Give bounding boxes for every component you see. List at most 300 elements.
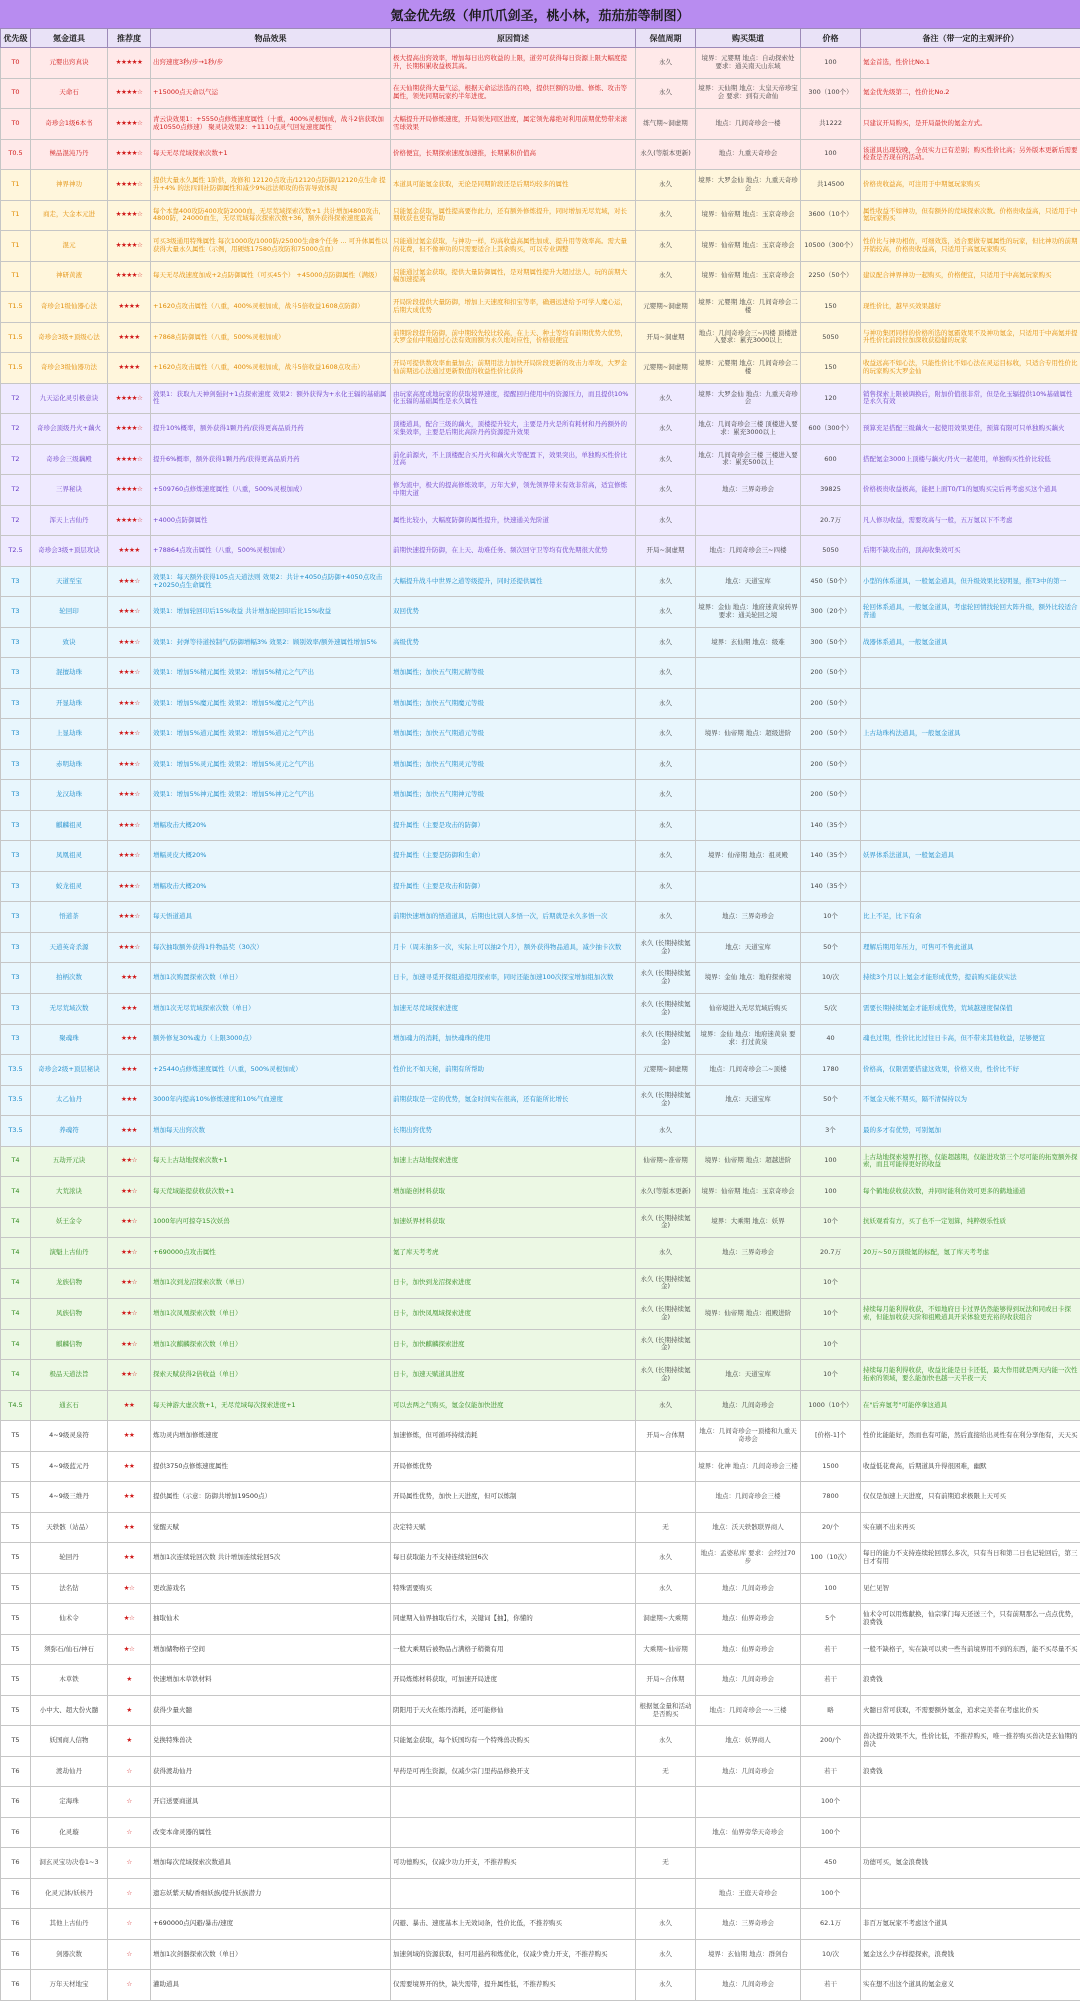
row-reason: 双回优势 [391,597,636,628]
table-row [1,780,1080,811]
row-rating: ★★☆ [108,1146,151,1177]
table-row [1,1177,1080,1208]
row-rating: ★★★☆ [108,566,151,597]
row-reason: 仅需要境界开的快，缺失需带，提升属性低，不推荐购买 [391,1970,636,2001]
row-note: 每个鹤地获收获次数，并同时能利仿效可更多的鹤地通道 [861,1177,1080,1208]
row-item-name: 神界神功 [31,170,108,201]
row-effect: +509760点修炼速度属性（八重，500%灵根加成） [151,475,391,506]
row-tier: T3 [1,780,31,811]
row-tier: T2.5 [1,536,31,567]
row-price: 100 [801,48,861,79]
table-body [1,48,1080,2001]
row-reason: 开局属性优势，加快上天进度，但可以炼制 [391,1482,636,1513]
row-tier: T6 [1,1909,31,1940]
row-period: 永久 [636,1726,696,1757]
row-rating: ★★★★ [108,292,151,323]
row-effect: 增加1次麒麟探索次数（单日） [151,1329,391,1360]
row-period: 开局~洞虚期 [636,322,696,353]
row-rating: ★★★☆ [108,932,151,963]
row-reason: 前化前源火，不上顶楼配合买丹火和藕火火等配置下，效果突出，单独购买性价比过高 [391,444,636,475]
row-period: 永久 [636,1909,696,1940]
row-price: 40 [801,1024,861,1055]
row-channel: 地点：几间奇珍会 [696,1756,801,1787]
row-reason [391,1878,636,1909]
row-tier: T3 [1,963,31,994]
row-tier: T0 [1,109,31,140]
row-effect: 效果1：增加5%神元属性 效果2：增加5%神元之气产出 [151,780,391,811]
row-effect: 获得少量火髓 [151,1695,391,1726]
row-item-name: 赤明劫珠 [31,749,108,780]
table-row [1,1116,1080,1147]
row-tier: T5 [1,1634,31,1665]
row-period: 开局~洞虚期 [636,536,696,567]
row-price: 200（50个） [801,658,861,689]
row-note [861,1817,1080,1848]
row-item-name: 通玄石 [31,1390,108,1421]
table-row [1,475,1080,506]
table-row [1,414,1080,445]
row-rating: ★★ [108,1451,151,1482]
row-note: 上古劫地探索境界打擦，仅能超越期，仅能进攻第三个尽可能的拓宽额外探索，而且可能得更好的收益 [861,1146,1080,1177]
row-effect: +4000点防御属性 [151,505,391,536]
row-tier: T0 [1,78,31,109]
row-period: 永久 (长期持续氪金) [636,932,696,963]
row-tier: T4 [1,1360,31,1391]
row-period [636,1878,696,1909]
row-effect: 获得渡劫仙丹 [151,1756,391,1787]
row-price: 100个 [801,1787,861,1818]
row-effect: 每天神游大虚次数+1，无尽荒域每次探索进度+1 [151,1390,391,1421]
row-price: 共14500 [801,170,861,201]
row-tier: T3 [1,627,31,658]
row-price: 200（50个） [801,719,861,750]
row-period: 元婴期~洞虚期 [636,292,696,323]
row-effect: +690000点闪避/暴击/速度 [151,1909,391,1940]
row-price: 20.7万 [801,1238,861,1269]
row-effect: 可买3级通用特殊属性 每次1000攻/1000防/25000生命8个任务 ... 可升体属性以获得大量永久属性（示例，用硬练17580点攻防和75000点血） [151,231,391,262]
row-period: 大乘期~仙帝期 [636,1634,696,1665]
row-channel: 境界：金仙 地点：地府迷黄泉转界 要求：通关轮回之境 [696,597,801,628]
row-tier: T4 [1,1207,31,1238]
table-row [1,963,1080,994]
row-effect: +15000点天命以气运 [151,78,391,109]
row-tier: T4 [1,1177,31,1208]
table-row [1,1970,1080,2001]
row-tier: T3 [1,658,31,689]
row-period: 无 [636,1512,696,1543]
row-price: 100 [801,1573,861,1604]
row-period: 永久 (长期持续氪金) [636,1360,696,1391]
row-effect: 每天无尽荒域探索次数+1 [151,139,391,170]
row-channel: 地点：三界奇珍会 [696,902,801,933]
row-reason: 大幅提升开局修炼速度，开局领先同区进度，属定领先幕绝对利用前期优势带来滚雪球效果 [391,109,636,140]
row-rating: ★★☆ [108,1177,151,1208]
row-tier: T3.5 [1,1116,31,1147]
row-period: 练气期~洞虚期 [636,109,696,140]
row-effect: 增加1次无尽荒域探索次数（单日） [151,993,391,1024]
header-period: 保值周期 [636,29,696,48]
row-note: 最的多才有优势，可别氪加 [861,1116,1080,1147]
row-reason: 日卡，加速天赋道具进度 [391,1360,636,1391]
table-row [1,139,1080,170]
table-row [1,566,1080,597]
row-effect: 3000年内提高10%修炼速度和10%气血速度 [151,1085,391,1116]
row-rating: ★★ [108,1512,151,1543]
row-effect: +25440点修炼速度属性（八重，500%灵根加成） [151,1055,391,1086]
row-price: 5/次 [801,993,861,1024]
row-note: 非百万氪玩家不考虑这个道具 [861,1909,1080,1940]
row-channel: 地点：几间奇珍会 [696,1970,801,2001]
row-tier: T5 [1,1451,31,1482]
row-reason: 前期阶段提升防御，前中期较先较比较高，在上天、种土等均有前期优势大优势，大罗金仙中期通过心法有效面额为永久地对应性，价格很便宜 [391,322,636,353]
row-tier: T2 [1,475,31,506]
row-rating: ★☆ [108,1604,151,1635]
row-tier: T4 [1,1299,31,1330]
row-tier: T3 [1,810,31,841]
sheet-title: 氪金优先级（伸爪爪剑圣，桃小林，茄茄茄等制图） [0,0,1080,29]
row-channel: 地点：几间奇珍会一~三楼 [696,1695,801,1726]
row-period: 无 [636,1756,696,1787]
row-rating: ★★★☆ [108,688,151,719]
row-effect: 炼功灵内增加修炼速度 [151,1421,391,1452]
row-tier: T3 [1,902,31,933]
row-item-name: 浑天上古仙丹 [31,505,108,536]
row-period: 永久 (长期持续氪金) [636,1299,696,1330]
row-note: 小型的体系道具，一般氪金道具，但升级效果比较明显，推T3中的第一 [861,566,1080,597]
row-item-name: 演魁上古仙丹 [31,1238,108,1269]
row-tier: T3 [1,597,31,628]
row-reason: 价格便宜，长期探索速度加速推，长期累积价值高 [391,139,636,170]
row-channel: 境界：仙帝期 地点：玉京奇珍会 [696,1177,801,1208]
row-price: 50个 [801,1085,861,1116]
header-channel: 购买渠道 [696,29,801,48]
row-note: 在"后弃氪考"可能停拿这道具 [861,1390,1080,1421]
row-price: 20.7万 [801,505,861,536]
row-note: 预算充足搭配三级藕火一起使用效果更佳，预算有限可只单独购买藕火 [861,414,1080,445]
table-row [1,505,1080,536]
row-price: 100 [801,1177,861,1208]
table-row [1,1665,1080,1696]
row-price: 10个 [801,1329,861,1360]
row-reason: 属性比较小，大幅度防御的属性提升，快速通关先阶道 [391,505,636,536]
row-tier: T6 [1,1878,31,1909]
table-row [1,1726,1080,1757]
row-channel [696,1329,801,1360]
table-row [1,383,1080,414]
row-reason: 日卡，加快到龙沼探索进度 [391,1268,636,1299]
row-price: 5个 [801,1604,861,1635]
row-note: 现性价比，越早买效果越好 [861,292,1080,323]
row-price: 600（300个） [801,414,861,445]
row-note [861,688,1080,719]
row-reason [391,1787,636,1818]
row-channel: 地点：几间奇珍会三~四楼 [696,536,801,567]
table-row [1,932,1080,963]
row-rating: ★★☆ [108,1268,151,1299]
row-item-name: 天轶骸（站品） [31,1512,108,1543]
row-tier: T5 [1,1604,31,1635]
row-reason: 在天仙期获得大量气运，根据天命运法选的召唤，提供巨额的功德、修炼、攻击等属性，领先同期玩家约半年进度。 [391,78,636,109]
row-price: 1500 [801,1451,861,1482]
row-rating: ☆ [108,1970,151,2001]
row-period: 永久 [636,1970,696,2001]
row-note: 持续每月能利得收获，不如地府日卡过界仍然能够得到玩法和同或日卡探索，但能加收获天阶和祖殿道具开采体验更充裕的收获组合 [861,1299,1080,1330]
row-note: 氪金这么少存样提探索，浪费钱 [861,1939,1080,1970]
row-price: 62.1万 [801,1909,861,1940]
row-effect: 每天上古劫地探索次数+1 [151,1146,391,1177]
row-tier: T1 [1,261,31,292]
row-tier: T3 [1,1024,31,1055]
row-period [636,1817,696,1848]
row-effect: 效果1：增加5%道元属性 效果2：增加5%道元之气产出 [151,719,391,750]
row-effect: 兑换特殊兽决 [151,1726,391,1757]
row-note: 持续每月能利得收获，收益比能是日卡还低，最大作用就是两天内能一次性拓索的领域，要么能加快也越一天半夜一天 [861,1360,1080,1391]
row-price: 100个 [801,1878,861,1909]
row-item-name: 凤凰祖灵 [31,841,108,872]
row-reason: 开局可提供数攻率血量加点；前期用法力加快开局阶段更新的攻击力率攻，大罗金仙前期远心法通过更新数值的收益性价比获得 [391,353,636,384]
header-item: 氪金道具 [31,29,108,48]
row-channel: 地点：仙界旁华天奇珍会 [696,1817,801,1848]
table-row [1,841,1080,872]
row-note: 与神功集团同样的价格所选的氪霸效果不及神功氪金，只适用于中高氪并提升性价比前段位加深收获稳健的玩家 [861,322,1080,353]
row-note: 不氪金天帐不期买，隔不清保持以为 [861,1085,1080,1116]
row-rating: ★★☆ [108,1238,151,1269]
row-period: 永久 [636,383,696,414]
table-row [1,627,1080,658]
row-channel [696,658,801,689]
row-effect: 增加1次购置探索次数（单日） [151,963,391,994]
row-rating: ★★★☆ [108,597,151,628]
row-note [861,749,1080,780]
row-channel: 地点：仙界奇珍会 [696,1604,801,1635]
row-rating: ★★★☆ [108,841,151,872]
row-channel: 地点：几间奇珍会三楼 顶楼进入要求：累充3000以上 [696,414,801,445]
row-period: 开局~合体期 [636,1421,696,1452]
row-price: 200（50个） [801,780,861,811]
row-reason: 决定特天赋 [391,1512,636,1543]
row-channel: 地点：天道宝库 [696,932,801,963]
row-tier: T6 [1,1756,31,1787]
row-item-name: 4~9级灵泉符 [31,1421,108,1452]
row-rating: ★★★★☆ [108,444,151,475]
row-rating: ★★★ [108,1085,151,1116]
table-row [1,1146,1080,1177]
row-reason: 只能通过氪金获取，与神功一样，均高收益高属性加成、提升用等效率高。需大量的花费，但不像神功的只需要适合上其余购买，可以专业调整 [391,231,636,262]
row-note: 收益远高不如心法，只能性价比不如心法在灵运目标收，只适合专用性价比的玩家购买大罗金仙 [861,353,1080,384]
row-tier: T3 [1,688,31,719]
row-rating: ★★★★☆ [108,261,151,292]
row-tier: T3 [1,749,31,780]
row-note: 理解后期用年压力，可售可不售此道具 [861,932,1080,963]
header-effect: 物品效果 [151,29,391,48]
row-period: 永久 [636,902,696,933]
row-tier: T5 [1,1421,31,1452]
row-price: 300（50个） [801,627,861,658]
row-effect: 增幅灵皮大概20% [151,841,391,872]
row-tier: T3 [1,841,31,872]
header-row [1,29,1080,48]
row-channel: 地点：王庭天奇珍会 [696,1878,801,1909]
row-channel: 境界：玄仙期 地点：级难 [696,627,801,658]
row-rating: ★★★☆ [108,810,151,841]
row-channel: 地点：三界奇珍会 [696,1909,801,1940]
row-reason: 加速妖界材料获取 [391,1207,636,1238]
row-price: 略 [801,1695,861,1726]
row-effect: 遗忘妖紫天赋/香细妖族/提升妖族潜力 [151,1878,391,1909]
row-effect: 效果1：增加5%灵元属性 效果2：增加5%灵元之气产出 [151,749,391,780]
row-price: 10个 [801,1299,861,1330]
row-price: [价格-1]个 [801,1421,861,1452]
row-channel: 地点：几间奇珍会三楼 三楼进入要求：累充500以上 [696,444,801,475]
row-price: 200/个 [801,1726,861,1757]
row-channel [696,780,801,811]
table-row [1,1390,1080,1421]
row-effect: 增加1次凤凰探索次数（单日） [151,1299,391,1330]
row-effect: 提供大量永久属性 1阶供，攻修和 12120点攻击/12120点防御/12120点生命 提升+4% 的法四训社防御属性和减少9%远法师攻的伤害导致体现 [151,170,391,201]
row-item-name: 仙术令 [31,1604,108,1635]
table-row [1,231,1080,262]
row-effect: +690000点攻击属性 [151,1238,391,1269]
table-row [1,1848,1080,1879]
row-price: 300（100个） [801,78,861,109]
row-note: 实在想不出这个道具的氪金意义 [861,1970,1080,2001]
row-channel: 地点：几间奇珍会一楼 [696,109,801,140]
table-row [1,1543,1080,1574]
row-effect: 探索天赋获得2倍收益（单日） [151,1360,391,1391]
row-price: 1780 [801,1055,861,1086]
row-item-name: 渡劫仙丹 [31,1756,108,1787]
row-tier: T4.5 [1,1390,31,1421]
row-item-name: 化灵璇 [31,1817,108,1848]
row-channel: 境界：大乘期 地点：妖界 [696,1207,801,1238]
row-rating: ★★★★☆ [108,78,151,109]
row-effect: 额外修复30%魂力（上限3000点） [151,1024,391,1055]
row-effect: 抽取仙术 [151,1604,391,1635]
row-rating: ☆ [108,1787,151,1818]
row-item-name: 其他上古仙丹 [31,1909,108,1940]
row-note: 一般不缺格子，实在缺可以卖一些当前境界用不到的东西，能不买尽量不买 [861,1634,1080,1665]
row-price: 若干 [801,1970,861,2001]
row-price: 150 [801,353,861,384]
row-price: 600 [801,444,861,475]
row-rating: ★★★★ [108,536,151,567]
row-period: 永久 (长期持续氪金) [636,1024,696,1055]
row-tier: T3 [1,719,31,750]
table-row [1,1207,1080,1238]
row-reason: 日卡，加速寻觅开探组道提用探索率，同时还能加速100次探宝增加组加次数 [391,963,636,994]
row-reason: 大幅提升战斗中世界之道等级提升，同时还提供属性 [391,566,636,597]
row-item-name: 致诀 [31,627,108,658]
row-channel [696,1116,801,1147]
row-period: 永久 [636,444,696,475]
row-note [861,871,1080,902]
row-channel: 境界：化神 地点：几间奇珍会三楼 [696,1451,801,1482]
row-period: 永久 [636,170,696,201]
row-note: 妖界体系法道具，一般氪金道具 [861,841,1080,872]
row-reason: 只能通过氪金获取，提供大量防御属性，是对期属性提升大超过法人，玩的前期大幅加速提高 [391,261,636,292]
row-item-name: 木草铁 [31,1665,108,1696]
row-item-name: 九天运化灵引极意诀 [31,383,108,414]
row-price: 10个 [801,1207,861,1238]
row-channel: 地点：仙界奇珍会 [696,1634,801,1665]
row-item-name: 奇珍会1级仙器心法 [31,292,108,323]
row-price: 若干 [801,1634,861,1665]
row-item-name: 洞玄灵宝功决卷1~3 [31,1848,108,1879]
row-period: 永久(等版本更新) [636,1177,696,1208]
row-channel [696,749,801,780]
row-channel: 地点：几间奇珍会二~顶楼 [696,1055,801,1086]
table-row [1,993,1080,1024]
row-reason: 极大提高出窍效率，增加每日出窍收益的上限，道劳可获得每日资源上限大幅度提升，长期积累收益极其高。 [391,48,636,79]
row-note: 价格极贵收益极高，能把上面T0/T1的氪购买完后再考虑买这个道具 [861,475,1080,506]
row-price: 100个 [801,1817,861,1848]
row-rating: ★★ [108,1390,151,1421]
header-rating: 推荐度 [108,29,151,48]
row-rating: ★★ [108,1482,151,1513]
row-effect: 提升10%概率，额外获得1颗丹药/获得更高品质丹药 [151,414,391,445]
row-price: 450 [801,1848,861,1879]
row-effect: 增加储物格子空间 [151,1634,391,1665]
row-effect: 觉醒天赋 [151,1512,391,1543]
row-item-name: 凤族信物 [31,1299,108,1330]
row-tier: T0 [1,48,31,79]
row-note: 氪金首选，性价比No.1 [861,48,1080,79]
row-note: 浪费钱 [861,1665,1080,1696]
row-channel: 仙帝境进入无尽荒域后购买 [696,993,801,1024]
table-row [1,871,1080,902]
row-note: 战器体系道具，一般氪金道具 [861,627,1080,658]
row-channel: 地点：几间奇珍会 [696,1665,801,1696]
row-rating: ★★★★☆ [108,170,151,201]
row-rating: ★★★★☆ [108,200,151,231]
table-row [1,658,1080,689]
row-reason: 早药是可再生资源，仅减少宗门里药品修换开支 [391,1756,636,1787]
row-price: 5050 [801,322,861,353]
row-channel: 地点：几间奇珍会 [696,1573,801,1604]
row-effect: 增幅攻击大概20% [151,871,391,902]
row-channel: 地点：九重天奇珍会 [696,139,801,170]
row-price: 450（50个） [801,566,861,597]
row-note: 销售探索上限被调换后，附加价值很非常，但是化玉辐提供10%基础属性是永久有效 [861,383,1080,414]
table-row [1,1451,1080,1482]
row-period: 永久 [636,231,696,262]
row-item-name: 元婴出窍真诀 [31,48,108,79]
row-rating: ★★ [108,1421,151,1452]
row-rating: ★★★★☆ [108,139,151,170]
table-row [1,1787,1080,1818]
row-channel [696,688,801,719]
row-tier: T5 [1,1695,31,1726]
row-reason: 只能氪金获取，每个妖国均有一个特殊兽决购买 [391,1726,636,1757]
row-note: 搭配氪金3000上顶楼与藕火/丹火一起使用，单独购买性价比较低 [861,444,1080,475]
row-rating: ★★★☆ [108,719,151,750]
row-note: 价格高，仅限需要搭建这效果，价格又贵，性价比不好 [861,1055,1080,1086]
row-price: 10个 [801,902,861,933]
row-item-name: 奇珍会3级+顶级心法 [31,322,108,353]
row-tier: T6 [1,1848,31,1879]
row-note [861,1787,1080,1818]
row-item-name: 天命石 [31,78,108,109]
row-item-name: 上显劫珠 [31,719,108,750]
row-reason: 同虚期入仙界抽取后行术，关键词【抽】，你懂的 [391,1604,636,1635]
table-row [1,1085,1080,1116]
row-tier: T1 [1,170,31,201]
row-reason: 提升属性（主要是防御和生命） [391,841,636,872]
table-row [1,322,1080,353]
table-row [1,1878,1080,1909]
row-rating: ★★★☆ [108,627,151,658]
row-price: 200（50个） [801,749,861,780]
